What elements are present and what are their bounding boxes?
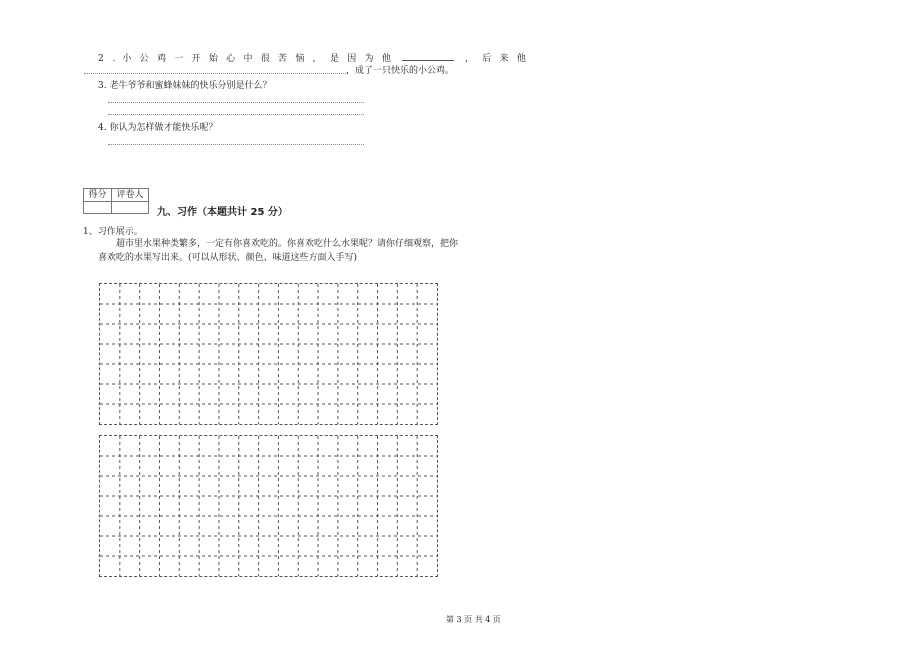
answer-line-q2[interactable] bbox=[84, 73, 346, 74]
writing-grid-lines-2 bbox=[100, 436, 437, 576]
writing-grid-lines-1 bbox=[100, 284, 437, 424]
writing-prompt-line-1: 超市里水果种类繁多，一定有你喜欢吃的。你喜欢吃什么水果呢？请你仔细观察，把你 bbox=[116, 239, 459, 249]
question-4: 4. 你认为怎样做才能快乐呢？ bbox=[98, 123, 218, 133]
question-2-number: 2 bbox=[98, 54, 104, 64]
writing-grid-block-2[interactable] bbox=[99, 435, 438, 577]
question-2-text-b: ，后来他 bbox=[464, 54, 535, 64]
score-label: 得分 bbox=[88, 190, 107, 200]
question-2-dot: . bbox=[112, 54, 116, 64]
grader-label: 评卷人 bbox=[116, 190, 144, 200]
score-table bbox=[83, 188, 149, 214]
answer-line-q3-2[interactable] bbox=[108, 114, 364, 115]
score-table-divider-horizontal bbox=[84, 201, 148, 202]
page-number-footer: 第 3 页 共 4 页 bbox=[446, 615, 501, 624]
writing-item-label: 1、习作展示。 bbox=[83, 227, 143, 237]
question-2-line-1 bbox=[98, 51, 534, 65]
section-9-title: 九、习作（本题共计 25 分） bbox=[157, 207, 288, 218]
answer-blank-reason[interactable] bbox=[402, 51, 454, 61]
writing-prompt-line-2: 喜欢吃的水果写出来。(可以从形状、颜色、味道这些方面入手写) bbox=[98, 253, 358, 263]
question-3: 3. 老牛爷爷和蜜蜂妹妹的快乐分别是什么？ bbox=[98, 81, 272, 91]
writing-grid-block-1[interactable] bbox=[99, 283, 438, 425]
question-2-text-a: 小公鸡一开始心中很苦恼，是因为他 bbox=[122, 54, 400, 64]
question-2-text-c: ，成了一只快乐的小公鸡。 bbox=[346, 66, 455, 76]
answer-line-q4[interactable] bbox=[108, 144, 364, 145]
answer-line-q3-1[interactable] bbox=[108, 102, 364, 103]
